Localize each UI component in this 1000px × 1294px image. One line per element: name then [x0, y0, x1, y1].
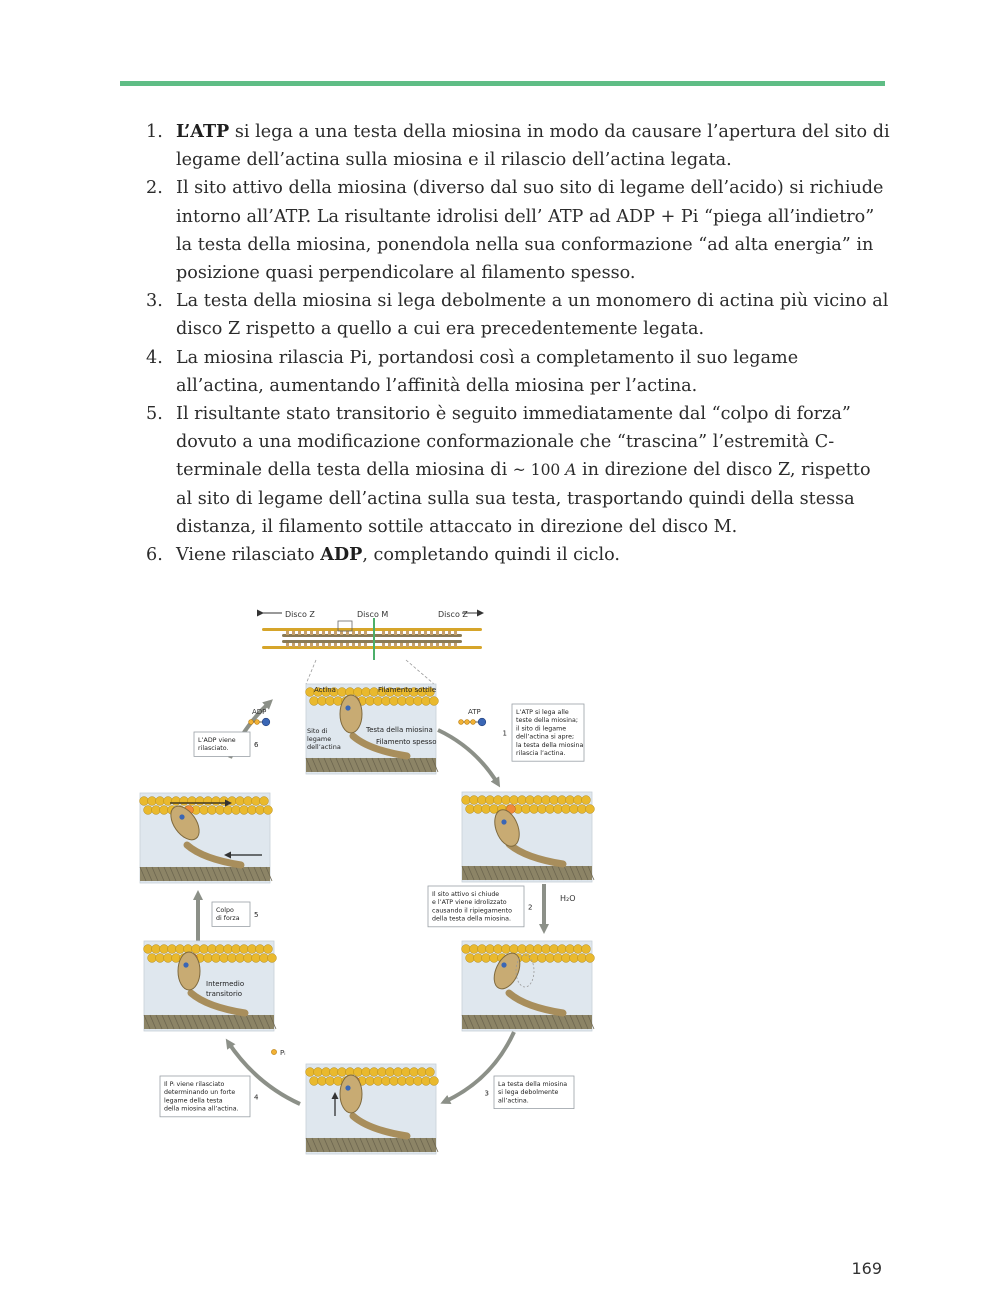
- sito-legame-label-3: dell’actina: [307, 743, 341, 751]
- list-item: 6. Viene rilasciato ADP, completando quindi il ciclo.: [146, 544, 620, 566]
- cycle-panel: [462, 792, 595, 882]
- step-number: 2: [528, 903, 533, 912]
- step-callout: [160, 1076, 259, 1117]
- step-callout-line: si lega debolmente: [498, 1089, 559, 1097]
- contraction-steps-list: [146, 118, 890, 569]
- step-callout-line: Colpo: [216, 907, 234, 914]
- step-callout: [212, 902, 258, 926]
- step-callout-line: della testa della miosina.: [432, 915, 512, 923]
- list-item: 5. Il risultante stato transitorio è seguito immediatamente dal “colpo di forza” dovuto a una modificazione conformazionale che “trascina” l’estremità C-terminale della testa della miosina di ~ 100 A in direzione del disco Z, rispetto al sito di legame dell’actina sulla sua testa, trasportando quindi della stessa distanza, il filamento sottile attaccato in direzione del disco M.: [146, 404, 871, 537]
- step-callout-line: la testa della miosina: [516, 741, 584, 749]
- step-callout-line: Il Pᵢ viene rilasciato: [164, 1081, 225, 1088]
- step-callout-line: Il sito attivo si chiude: [432, 891, 500, 898]
- cycle-panel: [462, 941, 595, 1031]
- atp-label: ATP: [468, 708, 481, 716]
- page-number: 169: [851, 1259, 882, 1278]
- actina-label: Actina: [314, 686, 336, 694]
- atp-icon: [459, 718, 486, 726]
- filamento-sottile-label: Filamento sottile: [378, 686, 437, 694]
- step-callout: [503, 704, 584, 761]
- step-number: 3: [484, 1089, 489, 1098]
- disco-z-right-label: Disco Z: [438, 610, 468, 619]
- filamento-spesso-label: Filamento spesso: [376, 738, 437, 746]
- step-number: 5: [254, 911, 259, 920]
- sito-legame-label-1: Sito di: [307, 727, 328, 735]
- step-callout-line: dell’actina si apre;: [516, 733, 575, 741]
- intermedio-label-1: Intermedio: [206, 980, 245, 988]
- step-callout-line: rilasciato.: [198, 745, 229, 753]
- step-callout-line: legame della testa: [164, 1097, 223, 1105]
- distance-formula: ~ 100 A: [512, 461, 577, 480]
- step-number: 1: [502, 729, 507, 738]
- cycle-panel: [140, 793, 273, 883]
- adp-label: ADP: [252, 708, 267, 716]
- list-item: 4. La miosina rilascia Pi, portandosi così a completamento il suo legame all’actina, aumentando l’affinità della miosina per l’actina.: [146, 347, 799, 396]
- step-callout: [428, 886, 532, 927]
- sito-legame-label-2: legame: [307, 735, 332, 743]
- pi-label: Pᵢ: [280, 1049, 286, 1057]
- step-callout-line: della miosina all’actina.: [164, 1105, 239, 1113]
- crossbridge-cycle-figure: [120, 588, 620, 1168]
- sarcomere-diagram: [262, 610, 482, 684]
- step-callout-line: e l’ATP viene idrolizzato: [432, 899, 507, 907]
- pi-icon: [271, 1049, 276, 1054]
- step-callout-line: causando il ripiegamento: [432, 907, 512, 915]
- step-callout: [194, 732, 259, 756]
- step-number: 4: [254, 1093, 259, 1102]
- top-accent-rule: [120, 81, 885, 86]
- step-callout-line: La testa della miosina: [498, 1081, 568, 1088]
- disco-z-left-label: Disco Z: [285, 610, 315, 619]
- cycle-panel: [306, 1064, 439, 1154]
- step-callout: [485, 1076, 574, 1109]
- step-callout-line: all’actina.: [498, 1097, 529, 1105]
- list-item: 1. L’ATP si lega a una testa della miosina in modo da causare l’apertura del sito di legame dell’actina sulla miosina e il rilascio dell’actina legata.: [146, 121, 890, 171]
- step-callout-line: di forza: [216, 915, 240, 923]
- step-callout-line: determinando un forte: [164, 1089, 236, 1097]
- step-callout-line: rilascia l’actina.: [516, 750, 566, 757]
- step-callout-line: L’ADP viene: [198, 737, 236, 744]
- step-callout-line: teste della miosina;: [516, 717, 578, 725]
- disco-m-label: Disco M: [357, 610, 389, 619]
- sarcomere-filaments: [262, 628, 482, 649]
- list-item: 2. Il sito attivo della miosina (diverso dal suo sito di legame dell’acido) si richiude intorno all’ATP. La risultante idrolisi dell’ ATP ad ADP + Pi “piega all’indietro” la testa della miosina, ponendola nella sua conformazione “ad alta energia” in posizione quasi perpendicolare al filamento spesso.: [146, 178, 884, 284]
- step-callout-line: il sito di legame: [516, 725, 567, 733]
- intermedio-label-2: transitorio: [206, 990, 243, 998]
- h2o-label: H₂O: [560, 894, 576, 903]
- arrow-step1: [438, 730, 498, 784]
- step-callout-line: L’ATP si lega alle: [516, 709, 569, 716]
- list-item: 3. La testa della miosina si lega debolmente a un monomero di actina più vicino al disco Z rispetto a quello a cui era precedentemente legata.: [146, 291, 889, 340]
- testa-miosina-label: Testa della miosina: [366, 726, 433, 734]
- step-number: 6: [254, 741, 259, 750]
